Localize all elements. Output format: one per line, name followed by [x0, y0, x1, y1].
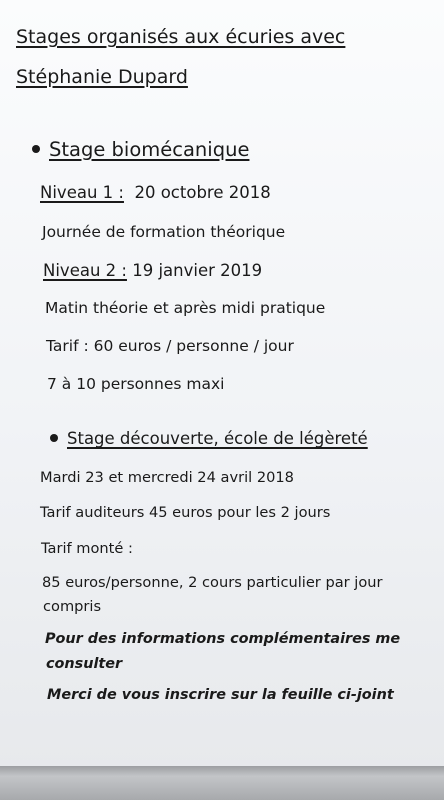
capacity-note: 7 à 10 personnes maxi — [47, 375, 225, 393]
title-line-1: Stages organisés aux écuries avec — [16, 26, 346, 48]
bullet-icon — [32, 145, 40, 153]
section-biomecanique-heading — [32, 138, 249, 161]
niveau-1-date: 20 octobre 2018 — [134, 183, 271, 202]
info-line-1: Pour des informations complémentaires me — [45, 631, 401, 647]
niveau-2-line — [43, 261, 262, 281]
tarif-monte-line-1: 85 euros/personne, 2 cours particulier par jour — [42, 574, 383, 591]
desk-edge — [0, 766, 444, 800]
title-line-2: Stéphanie Dupard — [16, 66, 188, 88]
bullet-icon — [50, 434, 58, 442]
niveau-2-date: 19 janvier 2019 — [132, 261, 263, 280]
niveau-2-description: Matin théorie et après midi pratique — [45, 299, 326, 317]
info-line-2: consulter — [46, 656, 123, 672]
tarif-monte-label: Tarif monté : — [41, 540, 133, 557]
niveau-1-description: Journée de formation théorique — [42, 223, 286, 241]
niveau-1-label: Niveau 1 : — [40, 183, 124, 202]
section-heading-text: Stage biomécanique — [49, 138, 250, 161]
tarif-auditeurs: Tarif auditeurs 45 euros pour les 2 jours — [40, 504, 331, 521]
section-decouverte-heading — [50, 429, 368, 449]
niveau-2-label: Niveau 2 : — [43, 261, 127, 280]
niveau-1-line — [40, 183, 271, 203]
inscription-note: Merci de vous inscrire sur la feuille ci-joint — [47, 687, 394, 703]
decouverte-dates: Mardi 23 et mercredi 24 avril 2018 — [40, 469, 294, 486]
section-heading-text: Stage découverte, école de légèreté — [67, 429, 368, 448]
tarif-biomecanique: Tarif : 60 euros / personne / jour — [46, 337, 294, 355]
tarif-monte-line-2: compris — [43, 598, 102, 615]
